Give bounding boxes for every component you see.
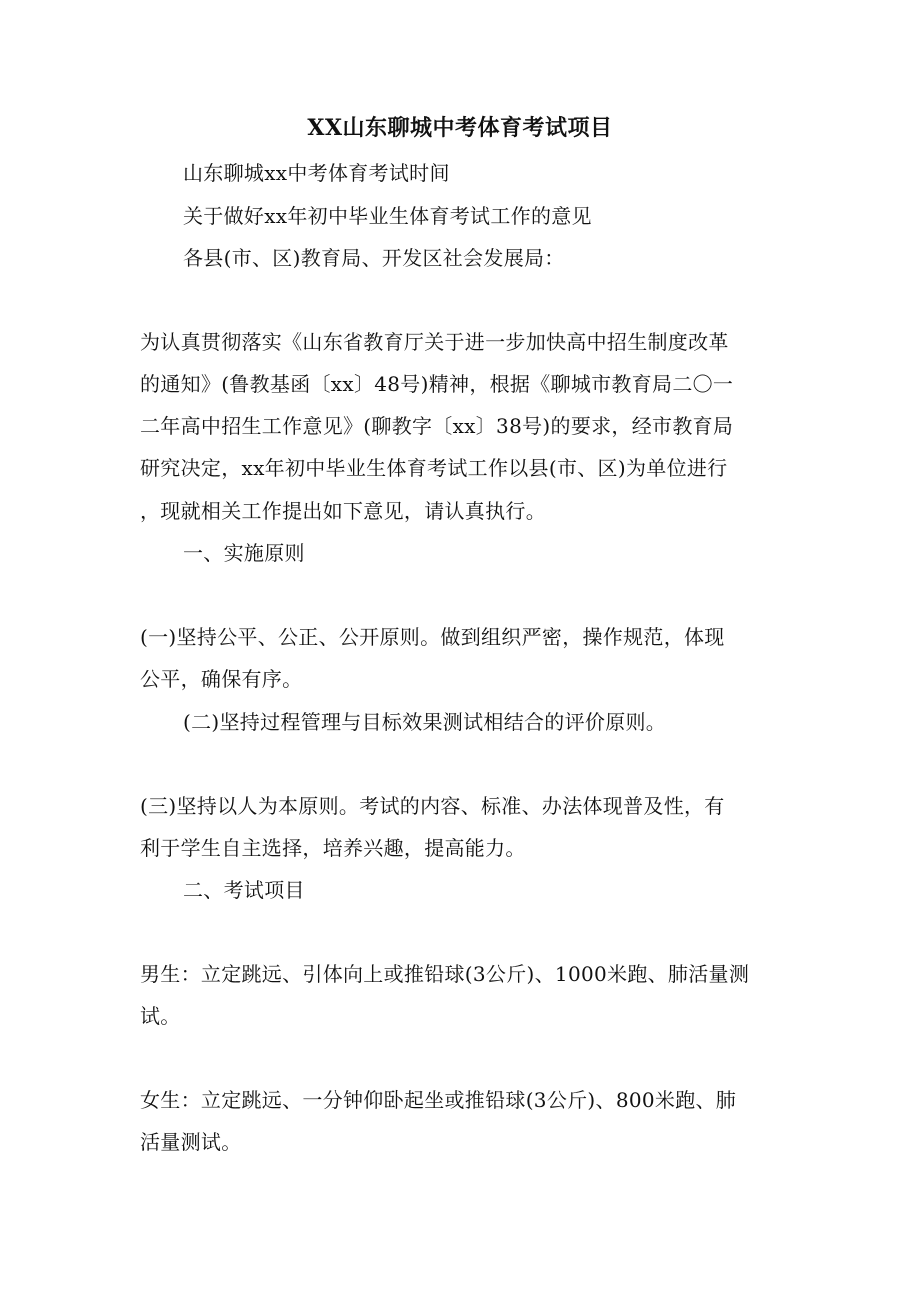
paragraph-line: ，现就相关工作提出如下意见，请认真执行。: [140, 499, 546, 523]
subtitle-opinion: 关于做好xx年初中毕业生体育考试工作的意见: [183, 204, 592, 228]
paragraph-line: 二年高中招生工作意见》(聊教字〔xx〕38号)的要求，经市教育局: [140, 414, 734, 438]
principle-item-1: (一)坚持公平、公正、公开原则。做到组织严密，操作规范，体现: [140, 625, 725, 649]
principle-item-3-cont: 利于学生自主选择，培养兴趣，提高能力。: [140, 836, 526, 860]
male-items-cont: 试。: [140, 1004, 181, 1028]
section-heading-exam-items: 二、考试项目: [183, 878, 305, 902]
female-items: 女生：立定跳远、一分钟仰卧起坐或推铅球(3公斤)、800米跑、肺: [140, 1088, 737, 1112]
principle-item-2: (二)坚持过程管理与目标效果测试相结合的评价原则。: [183, 710, 667, 734]
subtitle-exam-time: 山东聊城xx中考体育考试时间: [183, 161, 450, 185]
paragraph-line: 研究决定，xx年初中毕业生体育考试工作以县(市、区)为单位进行: [140, 456, 728, 480]
paragraph-line: 的通知》(鲁教基函〔xx〕48号)精神，根据《聊城市教育局二〇一: [140, 372, 734, 396]
principle-item-1-cont: 公平，确保有序。: [140, 667, 303, 691]
section-heading-principles: 一、实施原则: [183, 541, 305, 565]
principle-item-3: (三)坚持以人为本原则。考试的内容、标准、办法体现普及性，有: [140, 794, 725, 818]
addressee-line: 各县(市、区)教育局、开发区社会发展局：: [183, 246, 565, 270]
male-items: 男生：立定跳远、引体向上或推铅球(3公斤)、1000米跑、肺活量测: [140, 962, 750, 986]
female-items-cont: 活量测试。: [140, 1130, 242, 1154]
document-title: XX山东聊城中考体育考试项目: [307, 115, 613, 141]
paragraph-line: 为认真贯彻落实《山东省教育厅关于进一步加快高中招生制度改革: [140, 330, 729, 354]
